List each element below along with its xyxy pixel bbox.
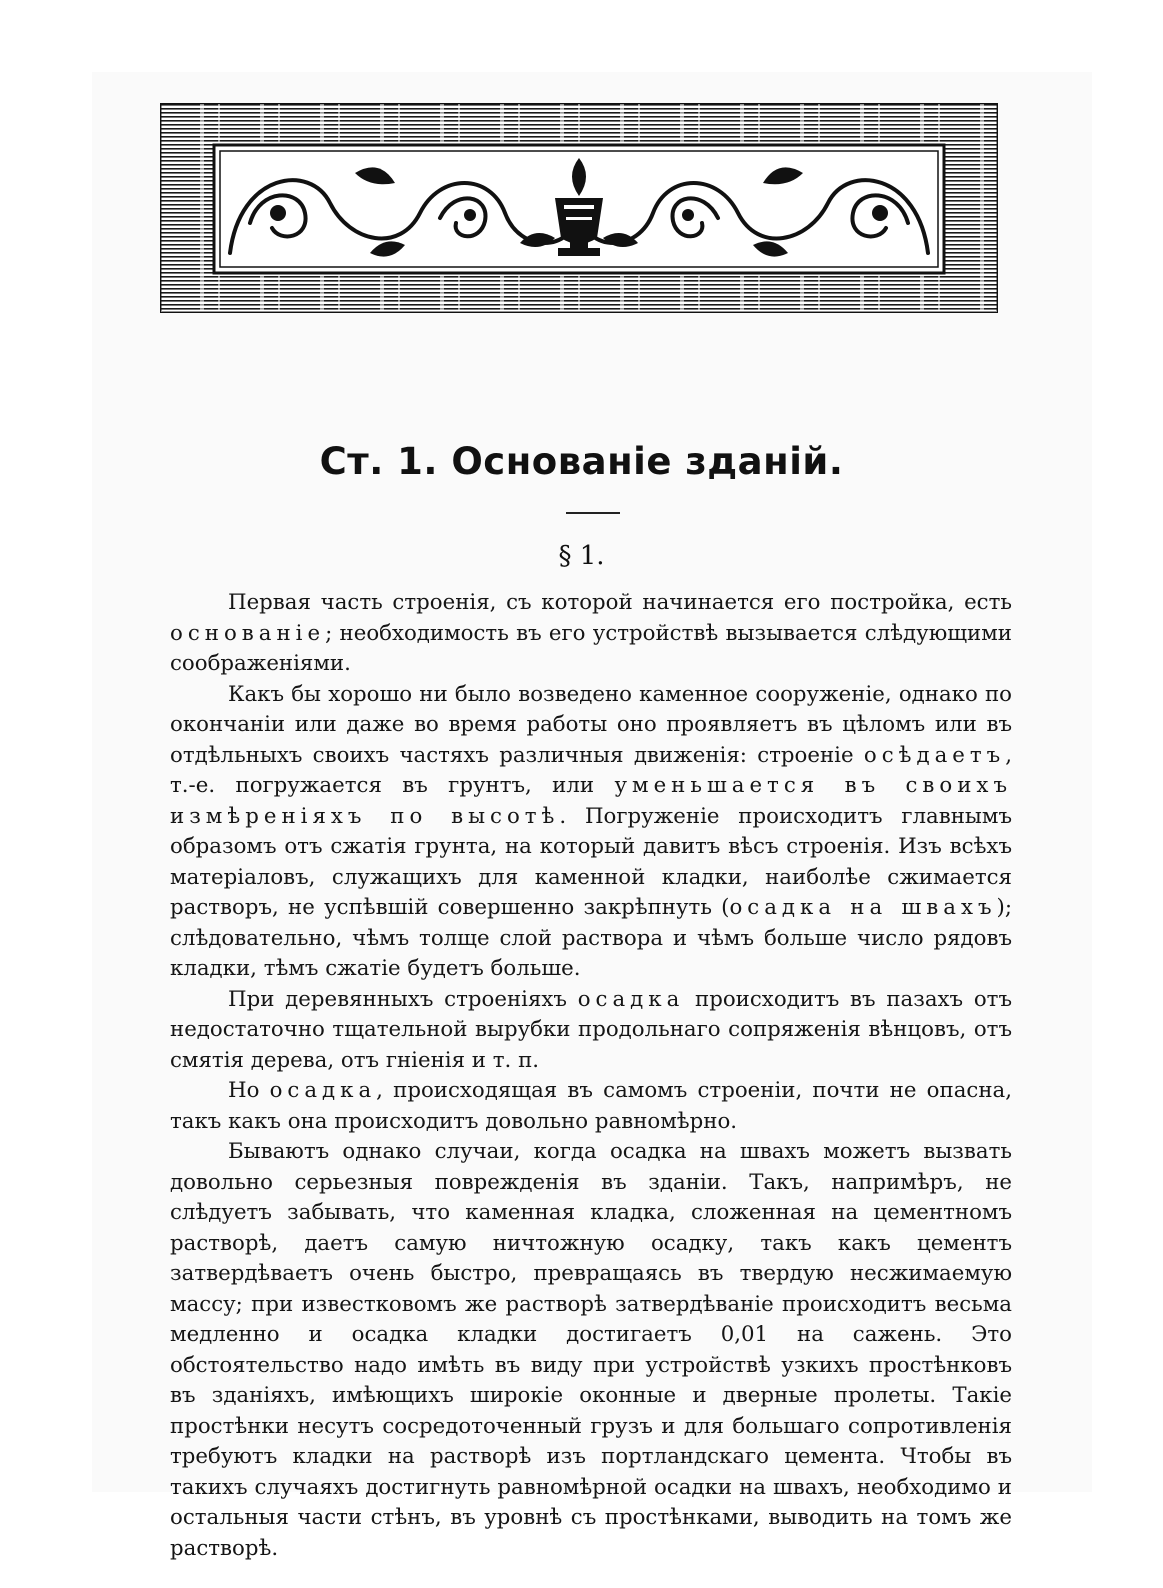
spaced-term: осѣдаетъ: [863, 742, 1006, 768]
spaced-term: уменьшается въ своихъ измѣреніяхъ по высотѣ: [170, 773, 1012, 829]
text-run: Первая часть строенія, съ которой начинается его постройка, есть: [228, 590, 1012, 615]
text-run: Какъ бы хорошо ни было возведено каменное сооруженіе, однако по окончаніи или даже во время работы оно проявляетъ въ цѣломъ или въ отдѣльныхъ своихъ частяхъ различныя движенія: строеніе: [170, 681, 1012, 768]
body-text: [170, 588, 1012, 1564]
paragraph-2: [170, 680, 1012, 985]
text-run: происходитъ въ пазахъ отъ недостаточно тщательной вырубки продольнаго сопряженія вѣнцовъ, отъ смятія дерева, отъ гніенія и т. п.: [170, 986, 1012, 1073]
paragraph-3: [170, 985, 1012, 1077]
text-run: , т.-е. погружается въ грунтъ, или: [170, 742, 1012, 798]
text-run: . Погруженіе происходитъ главнымъ образомъ отъ сжатія грунта, на который давитъ вѣсъ строенія. Изъ всѣхъ матеріаловъ, служащихъ для каменной кладки, наиболѣе сжимается растворъ, не успѣвшій совершенно закрѣпнуть (: [170, 803, 1012, 920]
spaced-term: осадка: [577, 986, 685, 1012]
text-run: Но: [228, 1078, 270, 1103]
text-run: При деревянныхъ строеніяхъ: [228, 986, 578, 1012]
title-divider: [566, 512, 620, 514]
paragraph-4: [170, 1076, 1012, 1137]
spaced-term: осадка на швахъ: [729, 895, 997, 920]
text-run: Бываютъ однако случаи, когда осадка на швахъ можетъ вызвать довольно серьезныя поврежденія въ зданіи. Такъ, напримѣръ, не слѣдуетъ забывать, что каменная кладка, сложенная на цементномъ растворѣ, даетъ самую ничтожную осадку, такъ какъ цементъ затвердѣваетъ очень быстро, превращаясь въ твердую несжимаемую массу; при известковомъ же растворѣ затвердѣваніе происходитъ весьма медленно и осадка кладки достигаетъ 0,01 на сажень. Это обстоятельство надо имѣть въ виду при устройствѣ узкихъ простѣнковъ въ зданіяхъ, имѣющихъ широкіе оконные и дверные пролеты. Такіе простѣнки несутъ сосредоточенный грузъ и для большаго сопротивленія требуютъ кладки на растворѣ изъ портландскаго цемента. Чтобы въ такихъ случаяхъ достигнуть равномѣрной осадки на швахъ, необходимо и остальныя части стѣнъ, въ уровнѣ съ простѣнками, выводить на томъ же растворѣ.: [170, 1139, 1012, 1561]
spaced-term: основаніе: [170, 620, 326, 646]
chapter-title: Ст. 1. Основаніе зданій.: [319, 440, 844, 483]
spaced-term: осадка: [269, 1078, 377, 1103]
ornamental-headpiece: [160, 103, 998, 313]
text-run: ); слѣдовательно, чѣмъ толще слой раствора и чѣмъ больше число рядовъ кладки, тѣмъ сжатіе будетъ больше.: [170, 895, 1012, 981]
paragraph-1: [170, 588, 1012, 680]
text-run: , происходящая въ самомъ строеніи, почти не опасна, такъ какъ она происходитъ довольно равномѣрно.: [170, 1078, 1012, 1134]
paragraph-5: [170, 1137, 1012, 1564]
text-run: ; необходимость въ его устройствѣ вызывается слѣдующими соображеніями.: [170, 620, 1012, 676]
section-number: § 1.: [558, 541, 605, 571]
